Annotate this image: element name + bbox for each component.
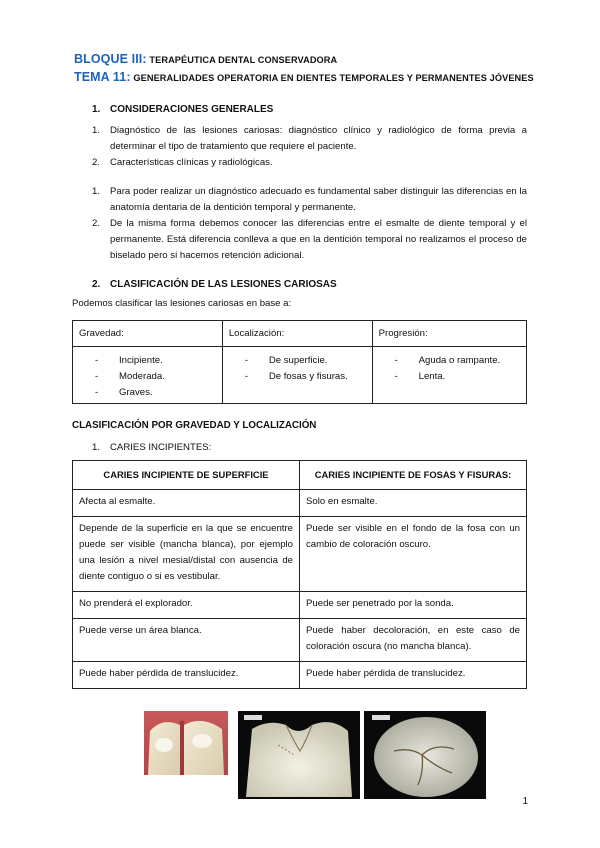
section2-title: 2. CLASIFICACIÓN DE LAS LESIONES CARIOSAS bbox=[92, 279, 337, 290]
table-cell: Solo en esmalte. bbox=[300, 490, 527, 517]
bloque-heading bbox=[74, 52, 337, 66]
table-row bbox=[73, 517, 527, 592]
classification-table bbox=[72, 320, 527, 404]
table-cell bbox=[222, 347, 372, 404]
table-row bbox=[73, 592, 527, 619]
bloque-text: TERAPÉUTICA DENTAL CONSERVADORA bbox=[149, 55, 338, 65]
table-row bbox=[73, 662, 527, 689]
section1-title: 1. CONSIDERACIONES GENERALES bbox=[92, 104, 274, 115]
list-item: - Aguda o rampante. bbox=[379, 353, 520, 369]
subsection-item: 1. CARIES INCIPIENTES: bbox=[92, 442, 212, 453]
table-cell bbox=[73, 347, 223, 404]
table-row bbox=[73, 619, 527, 662]
table-cell: Puede haber pérdida de translucidez. bbox=[73, 662, 300, 689]
table-header: Progresión: bbox=[372, 321, 526, 347]
list-item: - Moderada. bbox=[79, 369, 216, 385]
list-item: 2. De la misma forma debemos conocer las diferencias entre el esmalte de diente temporal y el permanente. Está diferencia conlleva a que en la dentición temporal no realizamos el proceso de biselado pero si hacemos retención adicional. bbox=[92, 218, 527, 261]
table-row bbox=[73, 490, 527, 517]
list-item: 1. Para poder realizar un diagnóstico adecuado es fundamental saber distinguir las diferencias en la anatomía dentaria de la dentición temporal y permanente. bbox=[92, 186, 527, 213]
table-header: Gravedad: bbox=[73, 321, 223, 347]
section2-intro: Podemos clasificar las lesiones cariosas en base a: bbox=[72, 298, 292, 309]
list-item: - De fosas y fisuras. bbox=[229, 369, 366, 385]
table-cell: No prenderá el explorador. bbox=[73, 592, 300, 619]
incipient-surface-caries-photo bbox=[144, 711, 228, 775]
page-number: 1 bbox=[522, 796, 528, 807]
tema-key: TEMA 11: bbox=[74, 70, 131, 84]
table-header: CARIES INCIPIENTE DE SUPERFICIE bbox=[73, 461, 300, 490]
caries-table bbox=[72, 460, 527, 689]
tema-heading bbox=[74, 70, 534, 84]
table-cell: Puede verse un área blanca. bbox=[73, 619, 300, 662]
list-item: - De superficie. bbox=[229, 353, 366, 369]
table-header: Localización: bbox=[222, 321, 372, 347]
table-cell: Puede haber decoloración, en este caso de coloración oscura (no mancha blanca). bbox=[300, 619, 527, 662]
fissure-caries-section-photo bbox=[238, 711, 360, 799]
list-item: - Graves. bbox=[79, 385, 216, 401]
list-item: 1. Diagnóstico de las lesiones cariosas: diagnóstico clínico y radiológico de forma previa a determinar el tipo de tratamiento que requiere el paciente. bbox=[92, 125, 527, 152]
table-cell: Depende de la superficie en la que se encuentre puede ser visible (mancha blanca), por ejemplo una lesión a nivel mesial/distal con ausencia de diente contiguo o si es vestibular. bbox=[73, 517, 300, 592]
table-cell: Puede ser penetrado por la sonda. bbox=[300, 592, 527, 619]
list-item: - Incipiente. bbox=[79, 353, 216, 369]
table-cell bbox=[372, 347, 526, 404]
list-item: - Lenta. bbox=[379, 369, 520, 385]
table-cell: Afecta al esmalte. bbox=[73, 490, 300, 517]
list-item: 2. Características clínicas y radiológicas. bbox=[92, 157, 273, 168]
table-header: CARIES INCIPIENTE DE FOSAS Y FISURAS: bbox=[300, 461, 527, 490]
table-cell: Puede haber pérdida de translucidez. bbox=[300, 662, 527, 689]
occlusal-fissure-photo bbox=[364, 711, 486, 799]
subsection-title: CLASIFICACIÓN POR GRAVEDAD Y LOCALIZACIÓN bbox=[72, 420, 317, 431]
bloque-key: BLOQUE III: bbox=[74, 52, 147, 66]
table-cell: Puede ser visible en el fondo de la fosa con un cambio de coloración oscuro. bbox=[300, 517, 527, 592]
tema-text: GENERALIDADES OPERATORIA EN DIENTES TEMPORALES Y PERMANENTES JÓVENES bbox=[133, 73, 534, 83]
